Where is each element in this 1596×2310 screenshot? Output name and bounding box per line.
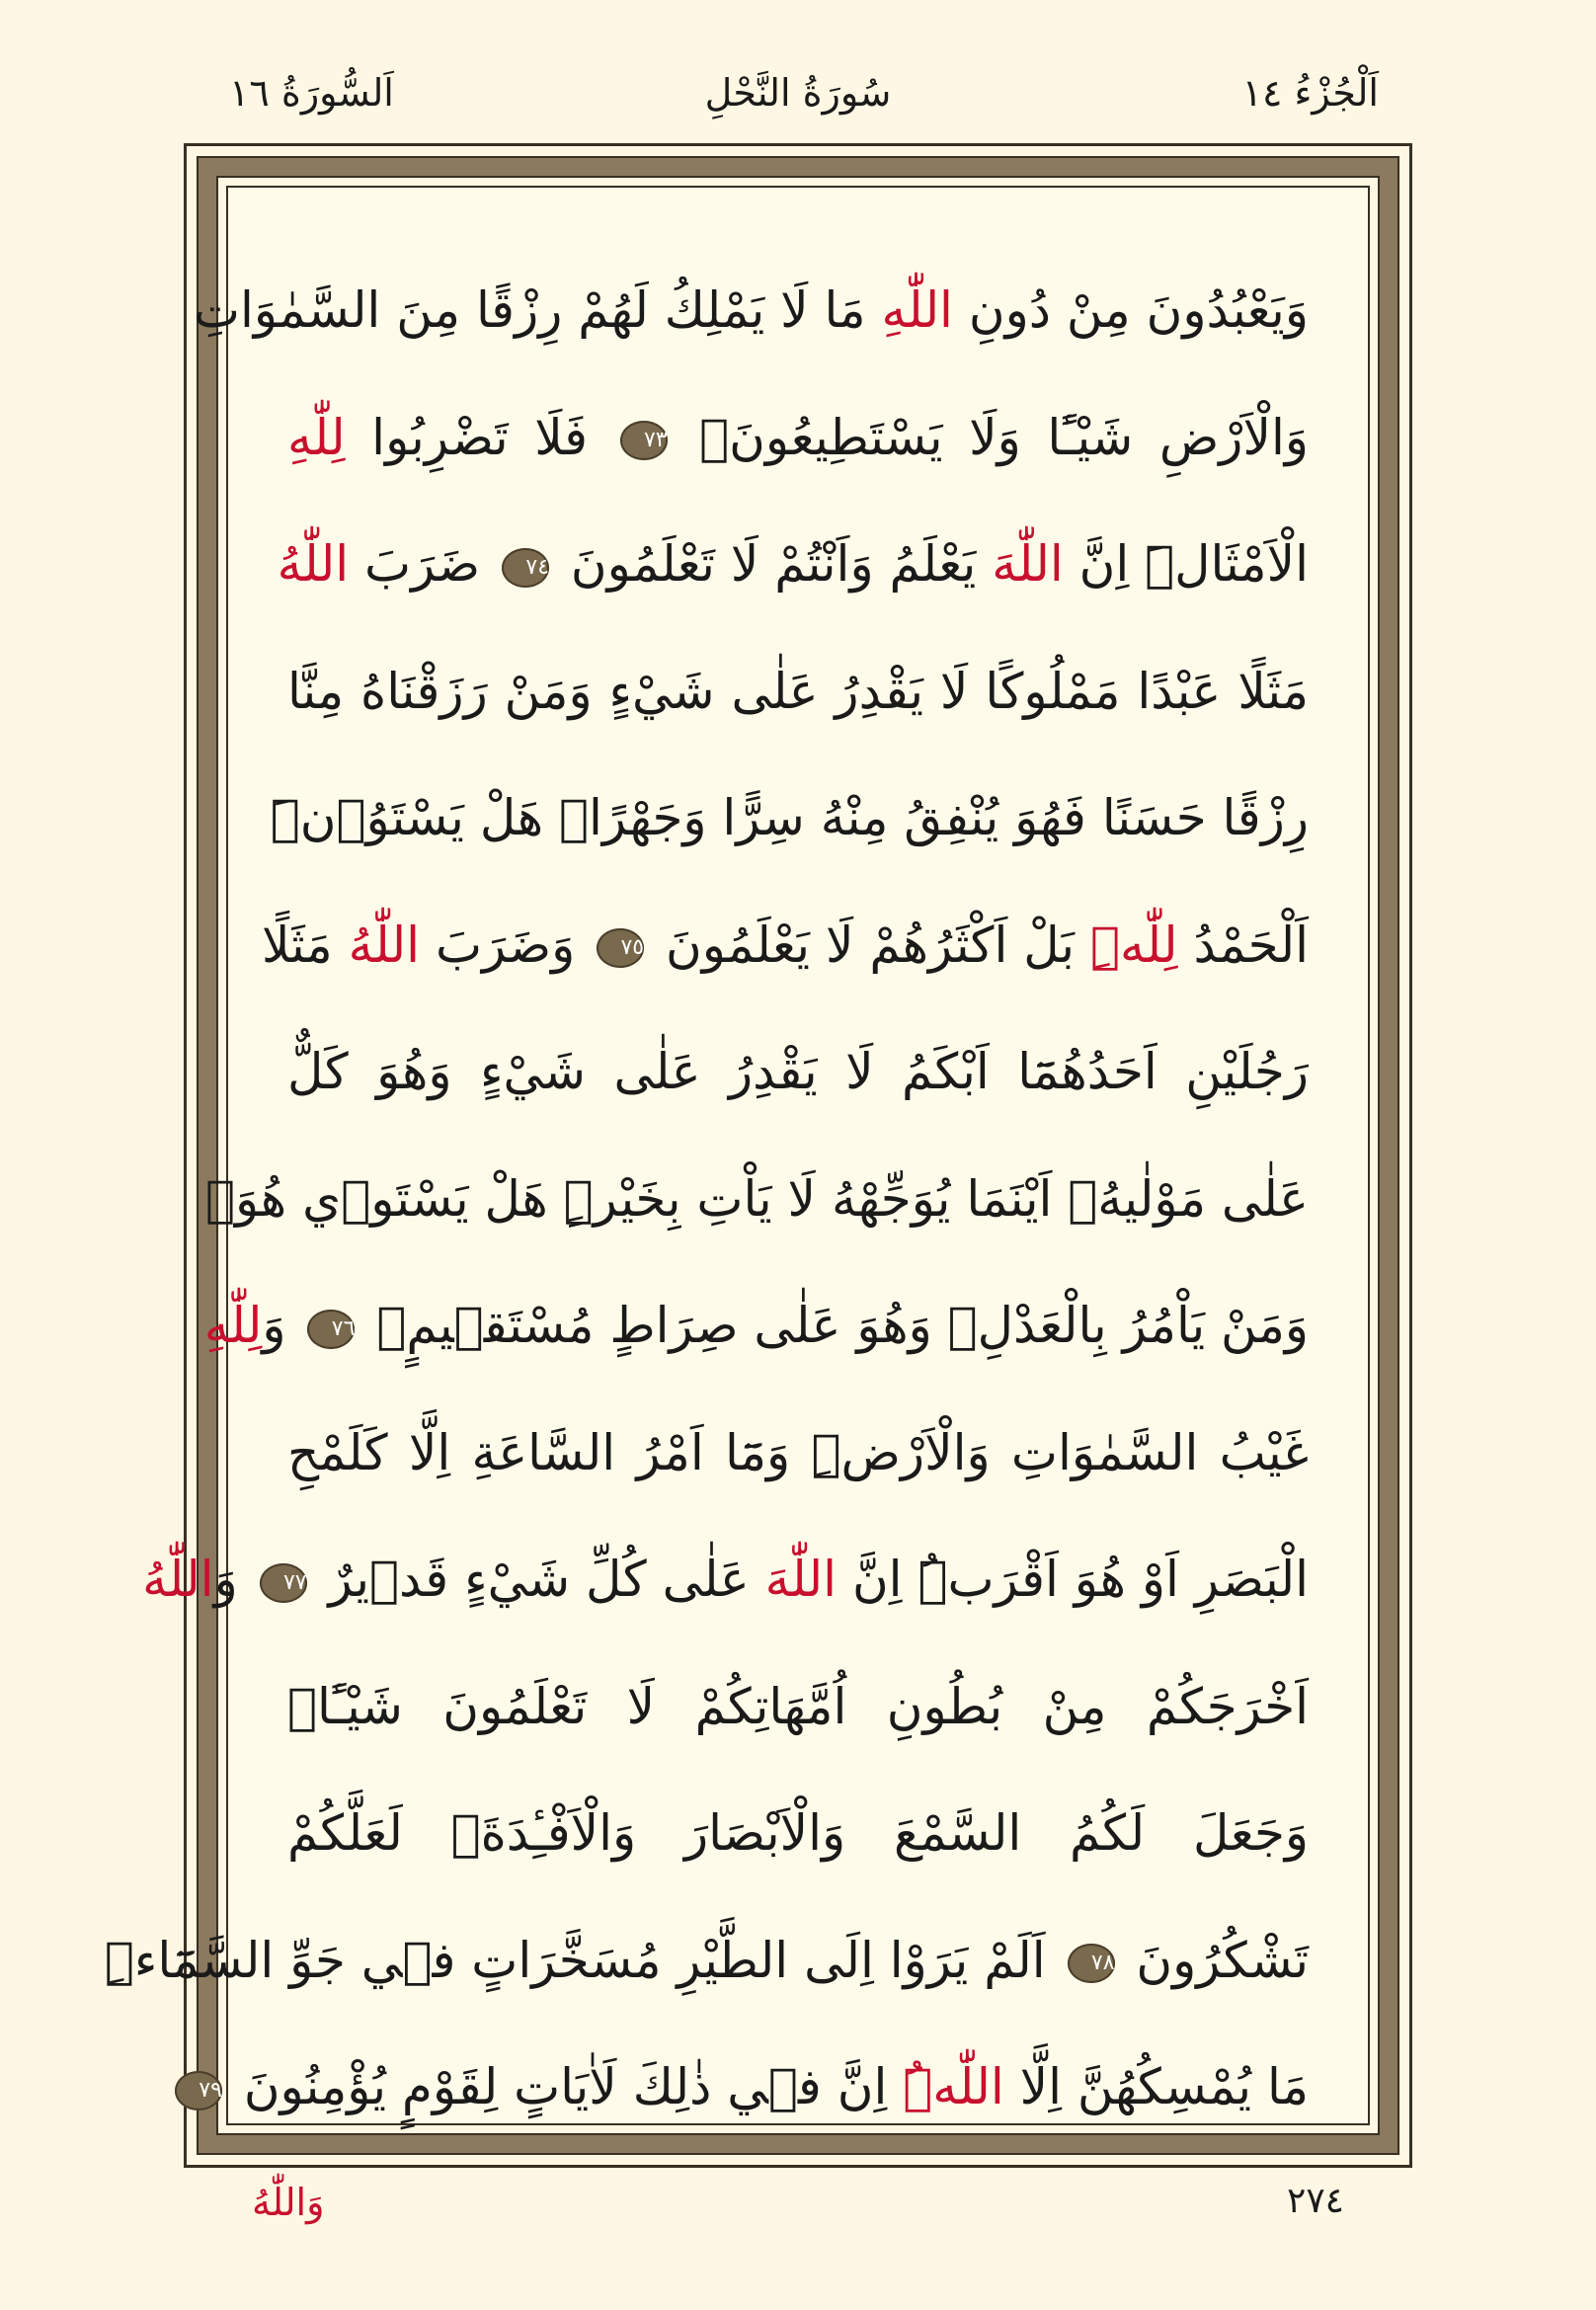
verse-text: غَيْبُ السَّمٰوَاتِ وَالْاَرْضِۜ وَمَٓا اَمْرُ السَّاعَةِ اِلَّا كَلَمْحِ xyxy=(287,1423,1309,1481)
verse-text: وَجَعَلَ لَكُمُ السَّمْعَ وَالْاَبْصَارَ وَالْاَفْـِٔدَةَۙ لَعَلَّكُمْ xyxy=(287,1804,1309,1862)
verse-text: الْاَمْثَالَۜ اِنَّ xyxy=(1063,535,1309,593)
verse-text: عَلٰى كُلِّ شَيْءٍ قَد۪يرٌ xyxy=(312,1551,765,1608)
ayah-number-marker: ٧٣ xyxy=(620,421,668,460)
juz-label: اَلْجُزْءُ ١٤ xyxy=(1241,71,1379,115)
text-line xyxy=(193,247,1309,374)
quran-text xyxy=(104,247,1309,2115)
divine-name-text: اللّٰهُ xyxy=(142,1551,214,1608)
divine-name-text: اللّٰهَ xyxy=(764,1551,838,1608)
ayah-number-marker: ٧٧ xyxy=(260,1563,307,1603)
divine-name-text: اللّٰهِ xyxy=(881,281,953,339)
text-line xyxy=(199,2024,1309,2151)
verse-text: ضَرَبَ xyxy=(349,535,497,593)
text-line xyxy=(287,374,1309,502)
ayah-number-marker: ٧٤ xyxy=(502,548,549,588)
verse-text: اَخْرَجَكُمْ مِنْ بُطُونِ اُمَّهَاتِكُمْ لَا تَعْلَمُونَ شَيْـًٔاۙ xyxy=(287,1677,1309,1735)
verse-text: وَيَعْبُدُونَ مِنْ دُونِ xyxy=(952,281,1309,339)
verse-text: مَا يُمْسِكُهُنَّ اِلَّا xyxy=(1003,2058,1309,2115)
page-footer xyxy=(0,2181,1596,2240)
text-line xyxy=(204,1136,1309,1263)
text-line xyxy=(287,1643,1309,1771)
surah-number-label: اَلسُّورَةُ ١٦ xyxy=(229,71,394,115)
page-header xyxy=(0,71,1596,130)
verse-text: وَضَرَبَ xyxy=(420,916,592,974)
divine-name-text: اللّٰهَ xyxy=(992,535,1064,593)
divine-name-text: لِلّٰهِ xyxy=(287,408,346,466)
text-line xyxy=(287,628,1309,756)
verse-text: وَ xyxy=(213,1551,254,1608)
verse-text: يَعْلَمُ وَاَنْتُمْ لَا تَعْلَمُونَ xyxy=(555,535,993,593)
divine-name-text: لِلّٰهِۜ xyxy=(1089,916,1178,974)
verse-text: اِنَّ ف۪ي ذٰلِكَ لَاٰيَاتٍ لِقَوْمٍ يُؤْمِنُونَ xyxy=(227,2058,904,2115)
verse-text: مَا لَا يَمْلِكُ لَهُمْ رِزْقًا مِنَ السَّمٰوَاتِ xyxy=(193,281,882,339)
ayah-number-marker: ٧٨ xyxy=(1068,1944,1115,1983)
text-line xyxy=(203,1262,1309,1390)
text-line xyxy=(287,1390,1309,1517)
verse-text: اَلَمْ يَرَوْا اِلَى الطَّيْرِ مُسَخَّرَاتٍ ف۪ي جَوِّ السَّمَٓاءِۜ xyxy=(104,1931,1062,1989)
verse-text: رَجُلَيْنِ اَحَدُهُمَٓا اَبْكَمُ لَا يَقْدِرُ عَلٰى شَيْءٍ وَهُوَ كَلٌّ xyxy=(287,1043,1309,1100)
text-panel xyxy=(104,186,1370,2125)
catchword: وَاللّٰهُ xyxy=(252,2181,325,2224)
verse-text: عَلٰى مَوْلٰيهُۙ اَيْنَمَا يُوَجِّهْهُ لَا يَاْتِ بِخَيْرٍۜ هَلْ يَسْتَو۪ي هُوَۙ xyxy=(204,1169,1309,1228)
verse-text: رِزْقًا حَسَنًا فَهُوَ يُنْفِقُ مِنْهُ سِرًّا وَجَهْرًاۜ هَلْ يَسْتَوُ۫نَۜ xyxy=(270,789,1309,846)
text-line xyxy=(287,1008,1309,1136)
text-line xyxy=(277,501,1309,628)
verse-text: مَثَلًا xyxy=(261,916,349,974)
ayah-number-marker: ٧٥ xyxy=(597,928,644,968)
verse-text: اَلْحَمْدُ xyxy=(1177,916,1309,974)
divine-name-text: لِلّٰهِ xyxy=(203,1297,263,1354)
ayah-number-marker: ٧٩ xyxy=(175,2071,222,2111)
ayah-number-marker: ٧٦ xyxy=(307,1310,355,1349)
divine-name-text: اللّٰهُ xyxy=(348,916,421,974)
verse-text: مَثَلًا عَبْدًا مَمْلُوكًا لَا يَقْدِرُ عَلٰى شَيْءٍ وَمَنْ رَزَقْنَاهُ مِنَّا xyxy=(287,662,1309,720)
text-line xyxy=(270,755,1309,882)
verse-text: وَمَنْ يَاْمُرُ بِالْعَدْلِۙ وَهُوَ عَلٰى صِرَاطٍ مُسْتَق۪يمٍࣖ xyxy=(360,1297,1309,1354)
verse-text: الْبَصَرِ اَوْ هُوَ اَقْرَبُۜ اِنَّ xyxy=(837,1551,1309,1608)
page-frame xyxy=(104,143,1412,2168)
verse-text: بَلْ اَكْثَرُهُمْ لَا يَعْلَمُونَ xyxy=(650,916,1090,974)
text-line xyxy=(287,1770,1309,1897)
verse-text: وَ xyxy=(262,1297,302,1354)
verse-text: فَلَا تَضْرِبُوا xyxy=(345,408,614,466)
frame-border-band xyxy=(104,158,1397,2153)
divine-name-text: اللّٰهُۜ xyxy=(903,2058,1004,2115)
text-line xyxy=(261,882,1309,1009)
text-line xyxy=(104,1897,1309,2025)
text-line xyxy=(142,1516,1309,1643)
verse-text: تَشْكُرُونَ xyxy=(1120,1931,1309,1989)
surah-name: سُورَةُ النَّحْلِ xyxy=(704,71,892,115)
page-number: ٢٧٤ xyxy=(1286,2181,1344,2221)
verse-text: وَالْاَرْضِ شَيْـًٔا وَلَا يَسْتَطِيعُونَۚ xyxy=(673,408,1309,466)
frame-inner xyxy=(104,178,1378,2133)
divine-name-text: اللّٰهُ xyxy=(277,535,350,593)
